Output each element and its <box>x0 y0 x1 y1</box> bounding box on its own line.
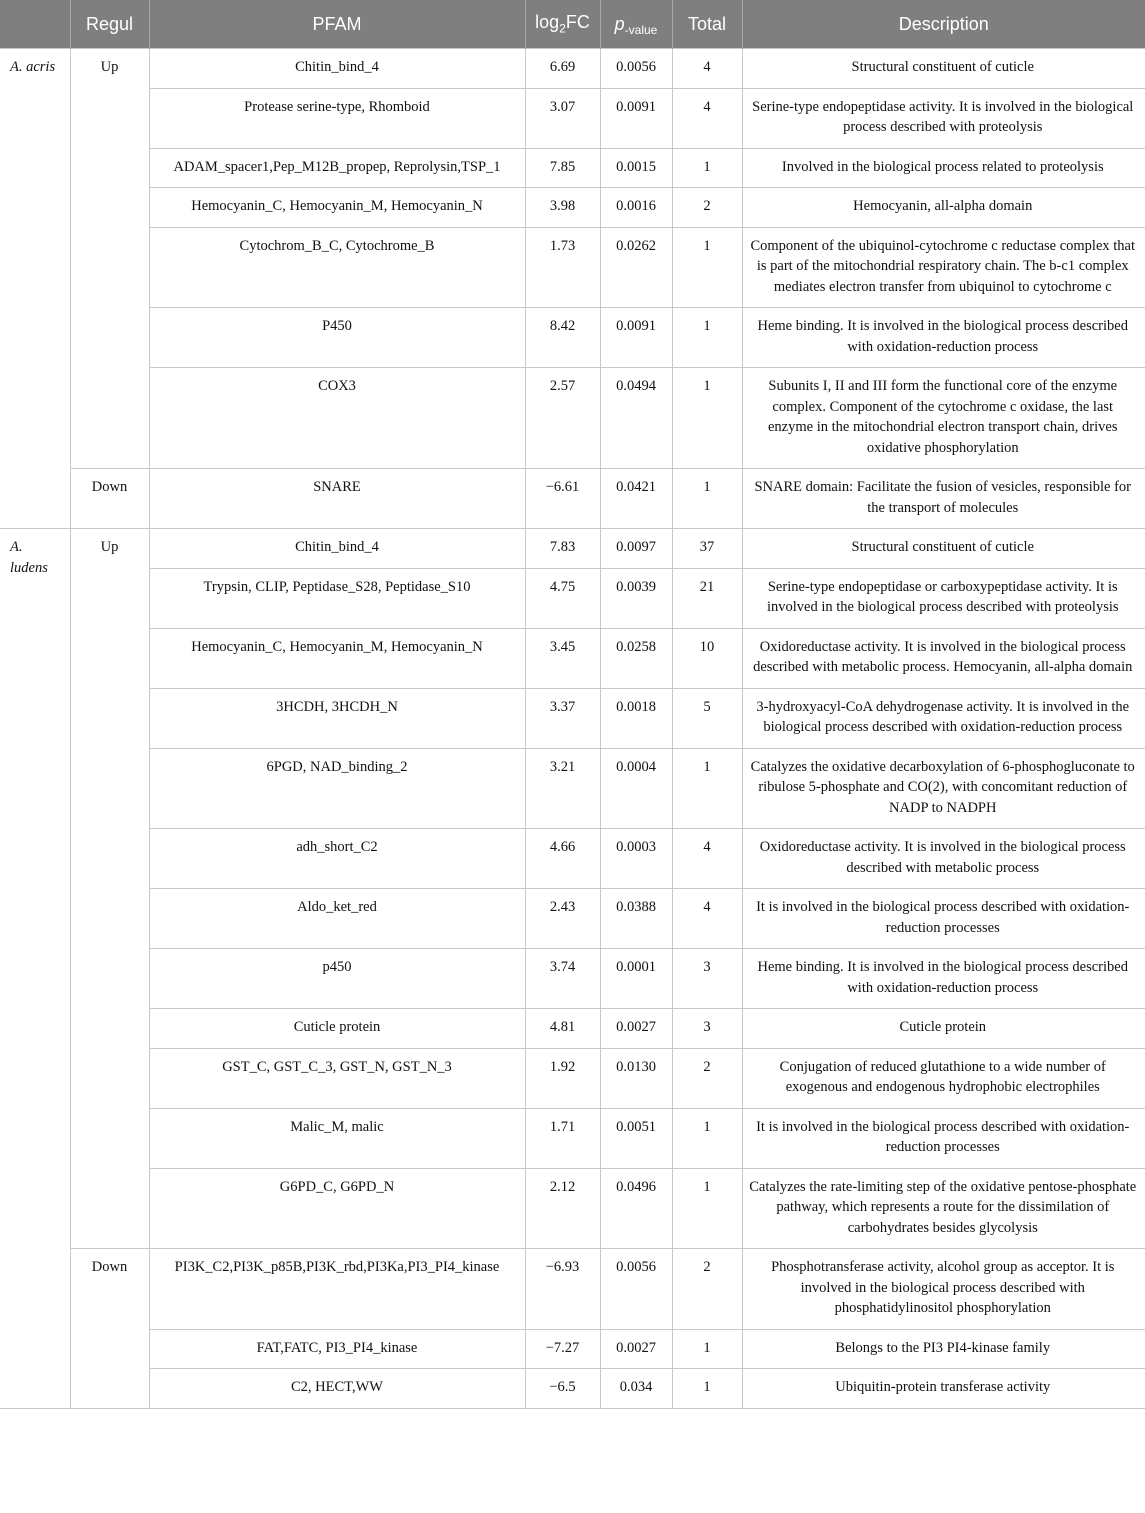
log2fc-cell: 7.85 <box>525 148 600 188</box>
pvalue-cell: 0.0016 <box>600 188 672 228</box>
description-cell: It is involved in the biological process described with oxidation-reduction processes <box>742 1108 1145 1168</box>
pfam-cell: 6PGD, NAD_binding_2 <box>149 748 525 829</box>
header-species <box>0 0 70 49</box>
log2fc-cell: −7.27 <box>525 1329 600 1369</box>
description-cell: Structural constituent of cuticle <box>742 529 1145 569</box>
total-cell: 4 <box>672 829 742 889</box>
description-cell: Structural constituent of cuticle <box>742 49 1145 89</box>
table-row <box>0 227 1145 308</box>
pvalue-cell: 0.0091 <box>600 308 672 368</box>
total-cell: 21 <box>672 568 742 628</box>
log2fc-cell: 4.75 <box>525 568 600 628</box>
total-cell: 3 <box>672 949 742 1009</box>
table-row <box>0 469 1145 529</box>
description-cell: Catalyzes the rate-limiting step of the oxidative pentose-phosphate pathway, which represents a route for the dissimilation of carbohydrates besides glycolysis <box>742 1168 1145 1249</box>
log2fc-cell: 2.12 <box>525 1168 600 1249</box>
table-row <box>0 529 1145 569</box>
pvalue-cell: 0.0027 <box>600 1329 672 1369</box>
table-row <box>0 1168 1145 1249</box>
pfam-cell: G6PD_C, G6PD_N <box>149 1168 525 1249</box>
pfam-cell: GST_C, GST_C_3, GST_N, GST_N_3 <box>149 1048 525 1108</box>
log2fc-cell: −6.93 <box>525 1249 600 1330</box>
log2fc-cell: −6.61 <box>525 469 600 529</box>
pfam-cell: Chitin_bind_4 <box>149 529 525 569</box>
log2fc-cell: 8.42 <box>525 308 600 368</box>
total-cell: 1 <box>672 469 742 529</box>
header-description: Description <box>742 0 1145 49</box>
header-row <box>0 0 1145 49</box>
header-log2fc-base: log <box>535 12 560 33</box>
header-log2fc <box>525 0 600 49</box>
description-cell: Belongs to the PI3 PI4-kinase family <box>742 1329 1145 1369</box>
log2fc-cell: 1.71 <box>525 1108 600 1168</box>
pvalue-cell: 0.0027 <box>600 1009 672 1049</box>
header-total: Total <box>672 0 742 49</box>
description-cell: 3-hydroxyacyl-CoA dehydrogenase activity. It is involved in the biological process described with oxidation-reduction process <box>742 688 1145 748</box>
description-cell: Catalyzes the oxidative decarboxylation of 6-phosphogluconate to ribulose 5-phosphate and CO(2), with concomitant reduction of NADP to NADPH <box>742 748 1145 829</box>
regul-cell: Up <box>70 49 149 469</box>
table-row <box>0 188 1145 228</box>
table-row <box>0 308 1145 368</box>
table-row <box>0 949 1145 1009</box>
total-cell: 4 <box>672 88 742 148</box>
description-cell: Involved in the biological process related to proteolysis <box>742 148 1145 188</box>
pfam-cell: Hemocyanin_C, Hemocyanin_M, Hemocyanin_N <box>149 188 525 228</box>
pvalue-cell: 0.0015 <box>600 148 672 188</box>
header-pfam: PFAM <box>149 0 525 49</box>
description-cell: It is involved in the biological process described with oxidation-reduction processes <box>742 889 1145 949</box>
total-cell: 2 <box>672 188 742 228</box>
pfam-cell: Hemocyanin_C, Hemocyanin_M, Hemocyanin_N <box>149 628 525 688</box>
pvalue-cell: 0.0097 <box>600 529 672 569</box>
pfam-cell: FAT,FATC, PI3_PI4_kinase <box>149 1329 525 1369</box>
description-cell: Oxidoreductase activity. It is involved in the biological process described with metabolic process. Hemocyanin, all-alpha domain <box>742 628 1145 688</box>
log2fc-cell: 1.73 <box>525 227 600 308</box>
description-cell: Conjugation of reduced glutathione to a wide number of exogenous and endogenous hydrophobic electrophiles <box>742 1048 1145 1108</box>
species-cell: A. ludens <box>0 529 70 1409</box>
total-cell: 4 <box>672 49 742 89</box>
header-pvalue-p: p <box>614 13 625 34</box>
total-cell: 2 <box>672 1249 742 1330</box>
table-header <box>0 0 1145 49</box>
log2fc-cell: 3.74 <box>525 949 600 1009</box>
total-cell: 1 <box>672 1329 742 1369</box>
pfam-cell: Chitin_bind_4 <box>149 49 525 89</box>
pvalue-cell: 0.0001 <box>600 949 672 1009</box>
header-pvalue-sub: -value <box>624 22 658 37</box>
pfam-cell: Trypsin, CLIP, Peptidase_S28, Peptidase_S10 <box>149 568 525 628</box>
pvalue-cell: 0.0051 <box>600 1108 672 1168</box>
table-row <box>0 1108 1145 1168</box>
log2fc-cell: 3.07 <box>525 88 600 148</box>
pfam-cell: Cytochrom_B_C, Cytochrome_B <box>149 227 525 308</box>
pvalue-cell: 0.0496 <box>600 1168 672 1249</box>
pfam-cell: Malic_M, malic <box>149 1108 525 1168</box>
table-row <box>0 1048 1145 1108</box>
pfam-cell: Protease serine-type, Rhomboid <box>149 88 525 148</box>
pfam-cell: Cuticle protein <box>149 1009 525 1049</box>
total-cell: 1 <box>672 368 742 469</box>
description-cell: Oxidoreductase activity. It is involved in the biological process described with metabolic process <box>742 829 1145 889</box>
table-row <box>0 1009 1145 1049</box>
pvalue-cell: 0.0003 <box>600 829 672 889</box>
regul-cell: Down <box>70 469 149 529</box>
pvalue-cell: 0.0130 <box>600 1048 672 1108</box>
total-cell: 1 <box>672 227 742 308</box>
log2fc-cell: 1.92 <box>525 1048 600 1108</box>
table-row <box>0 568 1145 628</box>
table-row <box>0 628 1145 688</box>
description-cell: Ubiquitin-protein transferase activity <box>742 1369 1145 1409</box>
pvalue-cell: 0.0018 <box>600 688 672 748</box>
total-cell: 37 <box>672 529 742 569</box>
table-row <box>0 49 1145 89</box>
log2fc-cell: 2.57 <box>525 368 600 469</box>
description-cell: Hemocyanin, all-alpha domain <box>742 188 1145 228</box>
log2fc-cell: 4.66 <box>525 829 600 889</box>
description-cell: Heme binding. It is involved in the biological process described with oxidation-reduction process <box>742 308 1145 368</box>
table-row <box>0 148 1145 188</box>
regul-cell: Down <box>70 1249 149 1409</box>
table-row <box>0 889 1145 949</box>
log2fc-cell: 3.45 <box>525 628 600 688</box>
total-cell: 1 <box>672 1369 742 1409</box>
log2fc-cell: 6.69 <box>525 49 600 89</box>
pfam-cell: C2, HECT,WW <box>149 1369 525 1409</box>
header-pvalue <box>600 0 672 49</box>
table-row <box>0 88 1145 148</box>
description-cell: Subunits I, II and III form the functional core of the enzyme complex. Component of the cytochrome c oxidase, the last enzyme in the mitochondrial electron transport chain, drives oxidative phosphorylation <box>742 368 1145 469</box>
header-regul: Regul <box>70 0 149 49</box>
pfam-cell: SNARE <box>149 469 525 529</box>
log2fc-cell: 3.21 <box>525 748 600 829</box>
pfam-cell: COX3 <box>149 368 525 469</box>
log2fc-cell: −6.5 <box>525 1369 600 1409</box>
pvalue-cell: 0.0388 <box>600 889 672 949</box>
pfam-cell: adh_short_C2 <box>149 829 525 889</box>
table-row <box>0 748 1145 829</box>
regul-cell: Up <box>70 529 149 1249</box>
log2fc-cell: 4.81 <box>525 1009 600 1049</box>
description-cell: Cuticle protein <box>742 1009 1145 1049</box>
log2fc-cell: 3.98 <box>525 188 600 228</box>
header-log2fc-sub: 2 <box>559 21 566 36</box>
total-cell: 10 <box>672 628 742 688</box>
total-cell: 1 <box>672 1108 742 1168</box>
description-cell: SNARE domain: Facilitate the fusion of vesicles, responsible for the transport of molecules <box>742 469 1145 529</box>
pvalue-cell: 0.0056 <box>600 49 672 89</box>
pvalue-cell: 0.0056 <box>600 1249 672 1330</box>
pvalue-cell: 0.0494 <box>600 368 672 469</box>
pvalue-cell: 0.0262 <box>600 227 672 308</box>
total-cell: 5 <box>672 688 742 748</box>
log2fc-cell: 2.43 <box>525 889 600 949</box>
species-cell: A. acris <box>0 49 70 529</box>
pvalue-cell: 0.0421 <box>600 469 672 529</box>
pvalue-cell: 0.0091 <box>600 88 672 148</box>
table-row <box>0 829 1145 889</box>
table-row <box>0 368 1145 469</box>
pfam-cell: PI3K_C2,PI3K_p85B,PI3K_rbd,PI3Ka,PI3_PI4_kinase <box>149 1249 525 1330</box>
table-row <box>0 1369 1145 1409</box>
pvalue-cell: 0.0258 <box>600 628 672 688</box>
description-cell: Serine-type endopeptidase or carboxypeptidase activity. It is involved in the biological process described with proteolysis <box>742 568 1145 628</box>
total-cell: 1 <box>672 748 742 829</box>
total-cell: 1 <box>672 308 742 368</box>
pvalue-cell: 0.0039 <box>600 568 672 628</box>
total-cell: 1 <box>672 148 742 188</box>
table-body <box>0 49 1145 1409</box>
description-cell: Serine-type endopeptidase activity. It is involved in the biological process described with proteolysis <box>742 88 1145 148</box>
description-cell: Heme binding. It is involved in the biological process described with oxidation-reduction process <box>742 949 1145 1009</box>
pvalue-cell: 0.034 <box>600 1369 672 1409</box>
header-log2fc-suffix: FC <box>565 12 590 33</box>
pfam-cell: ADAM_spacer1,Pep_M12B_propep, Reprolysin,TSP_1 <box>149 148 525 188</box>
pfam-cell: 3HCDH, 3HCDH_N <box>149 688 525 748</box>
pfam-cell: p450 <box>149 949 525 1009</box>
log2fc-cell: 3.37 <box>525 688 600 748</box>
description-cell: Phosphotransferase activity, alcohol group as acceptor. It is involved in the biological process described with phosphatidylinositol phosphorylation <box>742 1249 1145 1330</box>
description-cell: Component of the ubiquinol-cytochrome c reductase complex that is part of the mitochondrial respiratory chain. The b-c1 complex mediates electron transfer from ubiquinol to cytochrome c <box>742 227 1145 308</box>
table-row <box>0 1329 1145 1369</box>
pfam-cell: P450 <box>149 308 525 368</box>
total-cell: 2 <box>672 1048 742 1108</box>
total-cell: 4 <box>672 889 742 949</box>
pvalue-cell: 0.0004 <box>600 748 672 829</box>
table-row <box>0 688 1145 748</box>
total-cell: 3 <box>672 1009 742 1049</box>
log2fc-cell: 7.83 <box>525 529 600 569</box>
total-cell: 1 <box>672 1168 742 1249</box>
table-row <box>0 1249 1145 1330</box>
pfam-cell: Aldo_ket_red <box>149 889 525 949</box>
